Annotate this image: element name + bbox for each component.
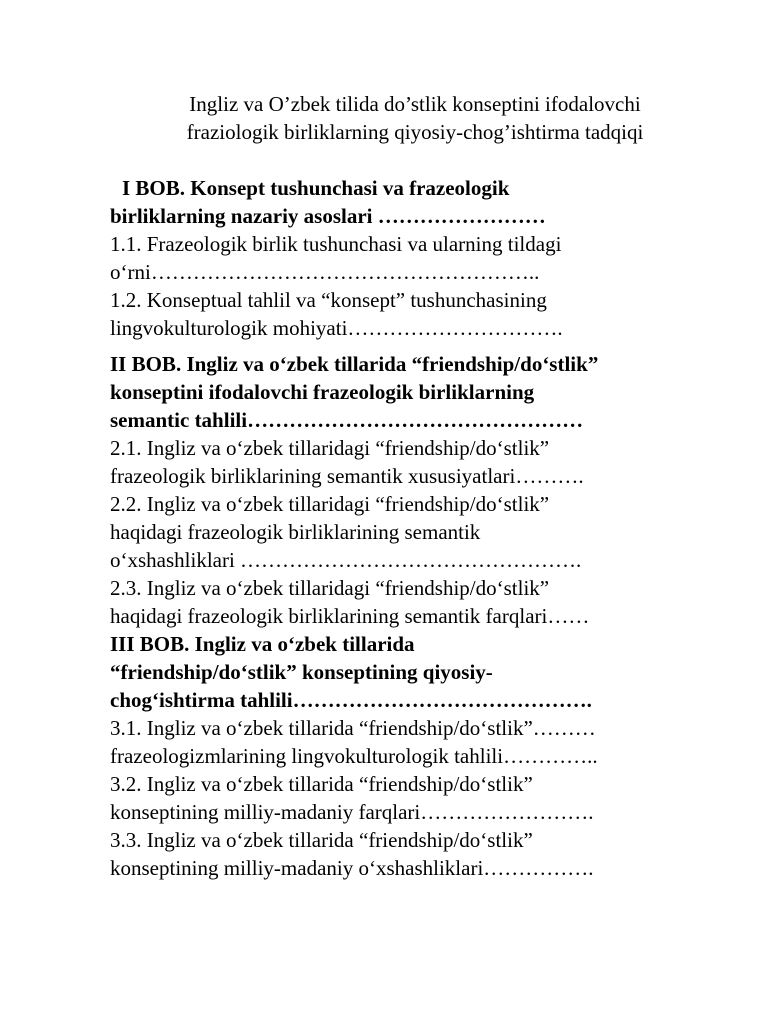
toc-item-line: konseptining milliy-madaniy o‘xshashliklari……………. — [110, 856, 594, 880]
chapter-heading-line: chog‘ishtirma tahlili……………………………………. — [110, 688, 592, 712]
toc-item-line: haqidagi frazeologik birliklarining semantik — [110, 520, 481, 544]
toc-item-1-2 — [110, 286, 730, 342]
chapter-heading-line: birliklarning nazariy asoslari …………………… — [110, 204, 546, 228]
toc-item-line: 1.2. Konseptual tahlil va “konsept” tushunchasining — [110, 288, 547, 312]
toc-item-line: 2.1. Ingliz va o‘zbek tillaridagi “friendship/do‘stlik” — [110, 436, 550, 460]
toc-item-line: 3.3. Ingliz va o‘zbek tillarida “friendship/do‘stlik” — [110, 828, 533, 852]
chapter-spacer — [110, 342, 730, 350]
table-of-contents — [110, 174, 730, 882]
toc-item-line: 2.3. Ingliz va o‘zbek tillaridagi “friendship/do‘stlik” — [110, 576, 550, 600]
toc-item-1-1 — [110, 230, 730, 286]
toc-item-line: o‘rni……………………………………………….. — [110, 260, 540, 284]
chapter-3 — [110, 630, 730, 882]
toc-item-2-3 — [110, 574, 730, 630]
toc-item-line: 3.2. Ingliz va o‘zbek tillarida “friendship/do‘stlik” — [110, 772, 533, 796]
chapter-heading-line: I BOB. Konsept tushunchasi va frazeologik — [122, 176, 510, 200]
chapter-heading-line: konseptini ifodalovchi frazeologik birliklarning — [110, 380, 535, 404]
document-title — [100, 90, 730, 146]
chapter-1-heading — [110, 174, 730, 230]
toc-item-line: frazeologizmlarining lingvokulturologik tahlili………….. — [110, 744, 598, 768]
toc-item-2-2 — [110, 490, 730, 574]
toc-item-3-3 — [110, 826, 730, 882]
toc-item-line: 1.1. Frazeologik birlik tushunchasi va ularning tildagi — [110, 232, 562, 256]
chapter-2-heading — [110, 350, 730, 434]
toc-item-line: haqidagi frazeologik birliklarining semantik farqlari…… — [110, 604, 590, 628]
toc-item-line: lingvokulturologik mohiyati…………………………. — [110, 316, 563, 340]
toc-item-line: frazeologik birliklarining semantik xususiyatlari………. — [110, 464, 584, 488]
chapter-heading-line: II BOB. Ingliz va o‘zbek tillarida “friendship/do‘stlik” — [110, 352, 599, 376]
toc-item-line: o‘xshashliklari …………………………………………. — [110, 548, 582, 572]
toc-item-3-1 — [110, 714, 730, 770]
toc-item-line: konseptining milliy-madaniy farqlari……………………. — [110, 800, 594, 824]
chapter-heading-line: III BOB. Ingliz va o‘zbek tillarida — [110, 632, 415, 656]
toc-item-line: 3.1. Ingliz va o‘zbek tillarida “friendship/do‘stlik”……… — [110, 716, 596, 740]
chapter-2 — [110, 350, 730, 630]
toc-item-2-1 — [110, 434, 730, 490]
chapter-heading-line: “friendship/do‘stlik” konseptining qiyosiy- — [110, 660, 493, 684]
title-line: fraziologik birliklarning qiyosiy-chog’ishtirma tadqiqi — [186, 120, 644, 144]
chapter-1 — [110, 174, 730, 342]
toc-item-line: 2.2. Ingliz va o‘zbek tillaridagi “friendship/do‘stlik” — [110, 492, 550, 516]
chapter-heading-line: semantic tahlili………………………………………… — [110, 408, 584, 432]
toc-item-3-2 — [110, 770, 730, 826]
title-line: Ingliz va O’zbek tilida do’stlik konseptini ifodalovchi — [189, 92, 641, 116]
chapter-3-heading — [110, 630, 730, 714]
